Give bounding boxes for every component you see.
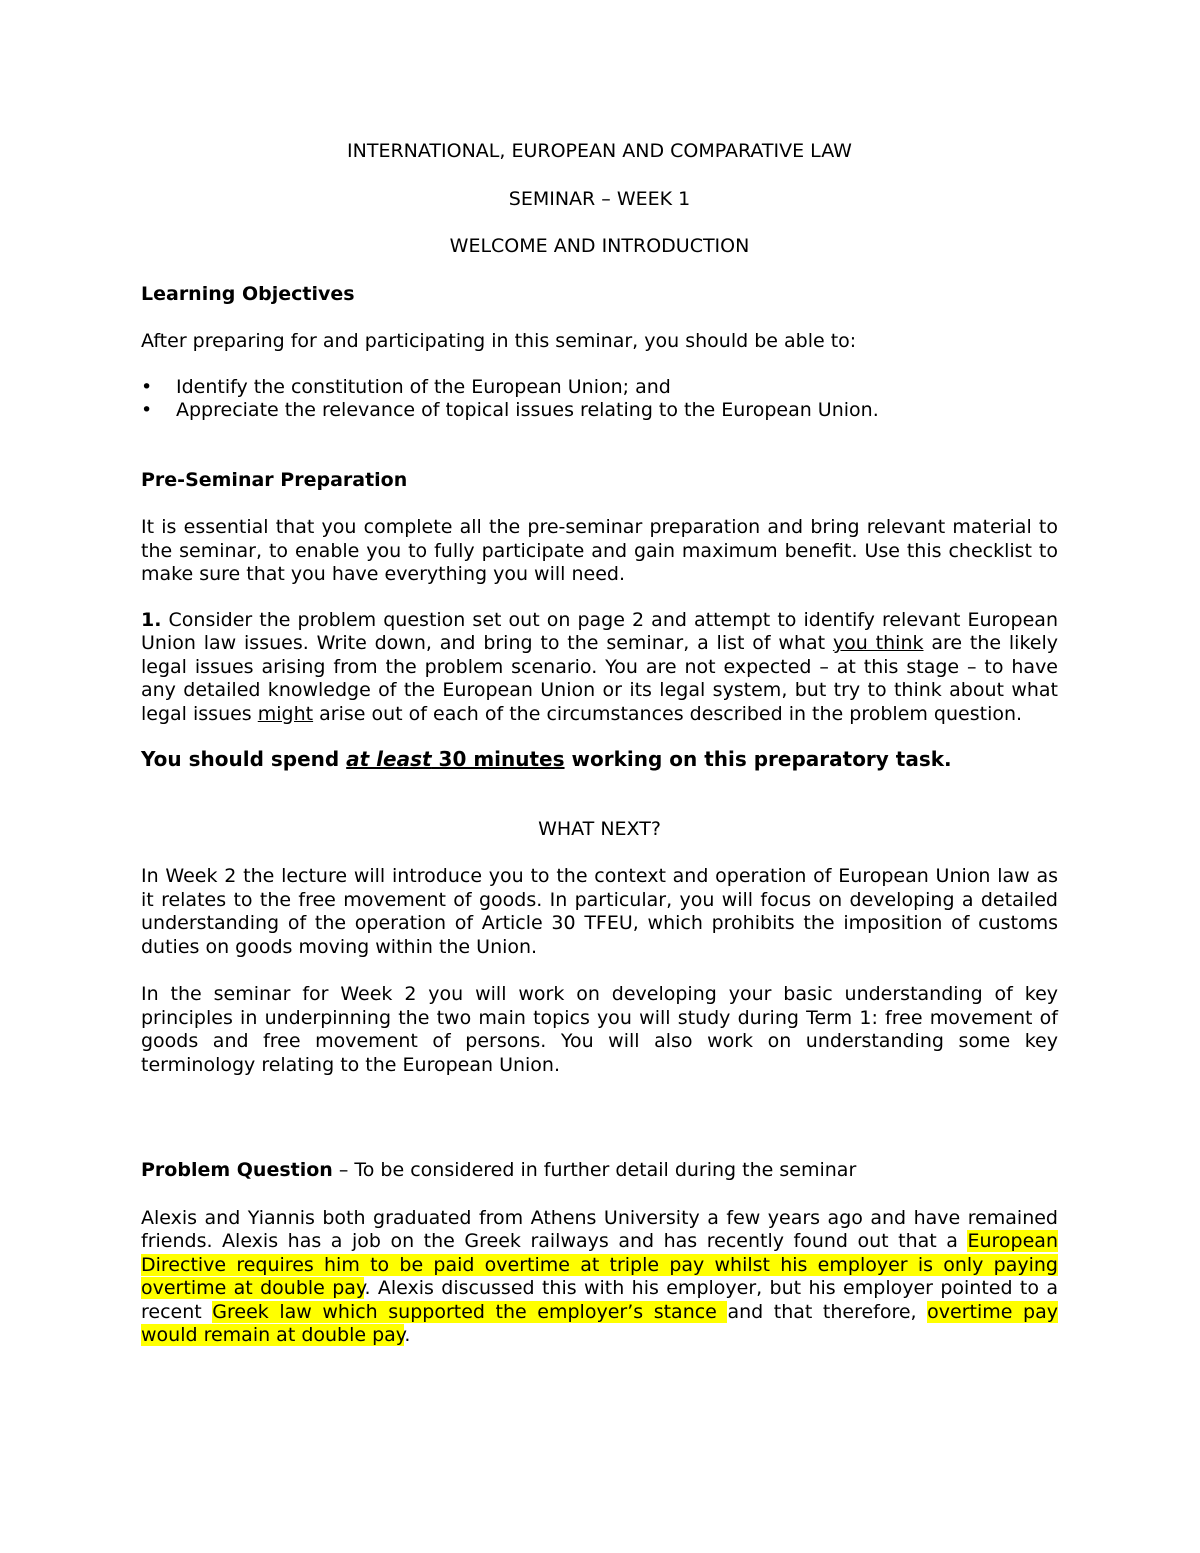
- preparation-task: [141, 609, 1058, 727]
- learning-objectives-heading: Learning Objectives: [141, 282, 355, 305]
- time-duration: 30 minutes: [431, 747, 565, 771]
- highlight-directive: European Directive requires him to be paid overtime at triple pay whilst his employer is only paying overtime at double pay: [141, 1230, 1058, 1299]
- problem-text-part4: .: [404, 1324, 411, 1346]
- list-item: [141, 399, 1058, 423]
- task-text-part1: Consider the problem question set out on page 2 and attempt to identify relevant European Union law issues. Write down, and bring to the seminar, a list of what: [141, 608, 1058, 654]
- highlight-greek-law: Greek law which supported the employer’s stance: [212, 1300, 728, 1323]
- task-text-part2: are the likely legal issues arising from the problem scenario. You are not expected – at this stage – to have any detailed knowledge of the European Union or its legal system, but try to think about what legal issues: [141, 632, 1059, 725]
- problem-heading-label: Problem Question: [141, 1159, 333, 1181]
- document-title: INTERNATIONAL, EUROPEAN AND COMPARATIVE LAW: [347, 140, 852, 162]
- problem-text-part2: . Alexis discussed this with his employer, but his employer pointed to a recent: [141, 1277, 1058, 1323]
- time-at-least: at least: [346, 747, 432, 771]
- task-emphasis-you-think: you think: [832, 632, 924, 654]
- objective-text: Appreciate the relevance of topical issues relating to the European Union.: [176, 399, 879, 421]
- problem-heading-suffix: – To be considered in further detail during the seminar: [332, 1159, 857, 1181]
- problem-heading: [141, 1159, 1058, 1183]
- objectives-intro: After preparing for and participating in this seminar, you should be able to:: [141, 330, 857, 352]
- time-instruction: [141, 748, 1058, 772]
- time-prefix: You should spend: [141, 747, 347, 771]
- bullet-icon: •: [141, 375, 153, 398]
- preparation-intro: It is essential that you complete all the pre-seminar preparation and bring relevant material to the seminar, to enable you to fully participate and gain maximum benefit. Use this checklist to make sure that you have everything you will need.: [141, 516, 1058, 585]
- what-next-para1: In Week 2 the lecture will introduce you to the context and operation of European Union law as it relates to the free movement of goods. In particular, you will focus on developing a detailed understanding of the operation of Article 30 TFEU, which prohibits the imposition of customs duties on goods moving within the Union.: [141, 865, 1058, 958]
- task-text-part3: arise out of each of the circumstances described in the problem question.: [313, 702, 1023, 725]
- pre-seminar-heading: Pre-Seminar Preparation: [141, 468, 408, 491]
- what-next-para2: In the seminar for Week 2 you will work on developing your basic understanding of key principles in underpinning the two main topics you will study during Term 1: free movement of goods and free movement of persons. You will also work on understanding some key terminology relating to the European Union.: [141, 983, 1058, 1076]
- time-suffix: working on this preparatory task.: [564, 747, 952, 771]
- document-body: [141, 140, 1058, 1348]
- objective-text: Identify the constitution of the European Union; and: [176, 375, 671, 398]
- what-next-heading: WHAT NEXT?: [538, 817, 661, 840]
- problem-text: [141, 1207, 1058, 1348]
- task-emphasis-might: might: [257, 702, 314, 725]
- seminar-topic: WELCOME AND INTRODUCTION: [449, 235, 750, 257]
- problem-text-part1: Alexis and Yiannis both graduated from Athens University a few years ago and have remained friends. Alexis has a job on the Greek railways and has recently found out that a: [141, 1206, 1058, 1252]
- problem-text-part3: and that therefore,: [727, 1300, 928, 1323]
- objectives-list: [141, 376, 1058, 423]
- seminar-week: SEMINAR – WEEK 1: [508, 187, 691, 210]
- bullet-icon: •: [141, 399, 153, 421]
- task-number: 1.: [141, 608, 162, 631]
- highlight-overtime-pay: overtime pay would remain at double pay: [141, 1300, 1058, 1346]
- list-item: [141, 376, 1058, 400]
